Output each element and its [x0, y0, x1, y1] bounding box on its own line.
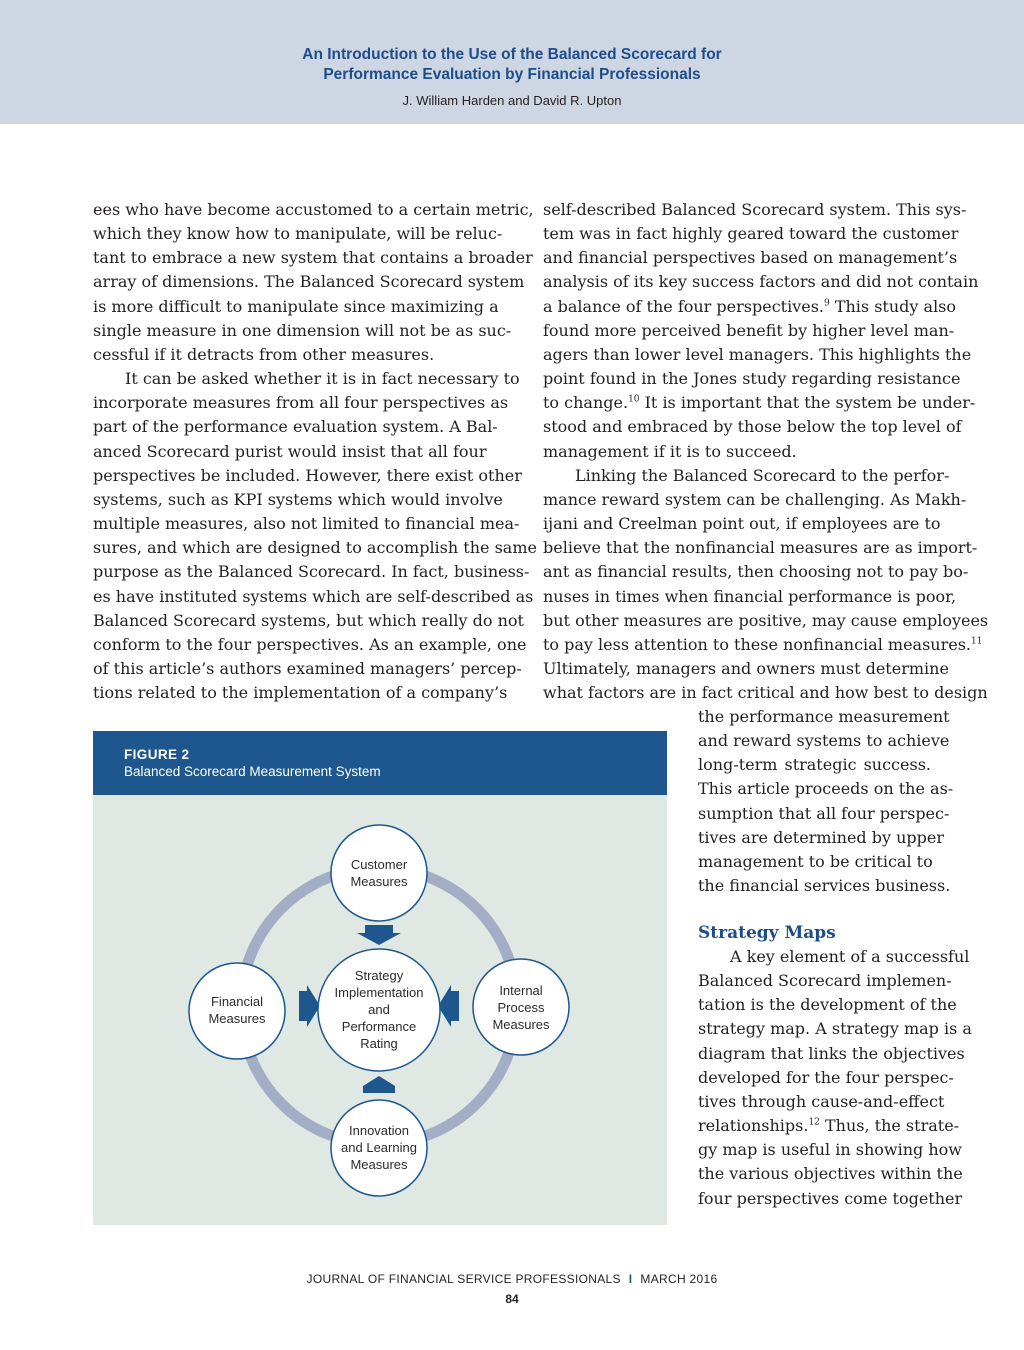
text-line: perspectives be included. However, there exist other — [93, 465, 522, 485]
text-line: tions related to the implementation of a company’s — [93, 683, 508, 703]
text-line: found more perceived benefit by higher level man- — [543, 320, 955, 340]
text-line: the various objectives within the — [698, 1164, 963, 1184]
node-innovation-learning — [331, 1100, 427, 1196]
node-financial — [189, 963, 285, 1059]
arrow-up-icon — [363, 1076, 395, 1093]
text-line: Balanced Scorecard systems, but which really do not — [93, 610, 524, 630]
text-line: part of the performance evaluation system. A Bal- — [93, 417, 498, 437]
text-line: but other measures are positive, may cause employees — [543, 610, 989, 630]
text-line: tem was in fact highly geared toward the customer — [543, 224, 959, 244]
text-line: ijani and Creelman point out, if employees are to — [543, 514, 941, 534]
text-line: gy map is useful in showing how — [698, 1140, 962, 1160]
header-title-line-2: Performance Evaluation by Financial Professionals — [323, 66, 701, 83]
section-heading: Strategy Maps — [698, 923, 836, 943]
figure-caption: Balanced Scorecard Measurement System — [124, 764, 381, 779]
node-label: Strategy — [354, 968, 404, 983]
text-line — [543, 391, 976, 415]
text-line — [543, 633, 983, 657]
text-line: is more difficult to manipulate since maximizing a — [93, 296, 499, 316]
node-label: and Learning — [341, 1140, 417, 1155]
node-label: Performance — [341, 1019, 417, 1034]
text-line: diagram that links the objectives — [698, 1043, 965, 1063]
node-label: Measures — [350, 1157, 408, 1172]
footnote-ref-11: 11 — [971, 636, 983, 647]
text-line: the performance measurement — [698, 707, 950, 726]
text-line: four perspectives come together — [698, 1188, 963, 1208]
text-line: strategy map. A strategy map is a — [698, 1019, 972, 1039]
text-line: agers than lower level managers. This highlights the — [543, 344, 972, 364]
text-line: It can be asked whether it is in fact necessary to — [125, 369, 520, 389]
node-label: Financial — [210, 994, 264, 1009]
node-internal-process — [473, 959, 569, 1055]
node-label: Process — [497, 1000, 545, 1015]
node-customer — [331, 825, 427, 921]
text-line: array of dimensions. The Balanced Scorecard system — [93, 272, 525, 292]
text-line: purpose as the Balanced Scorecard. In fact, business- — [93, 562, 530, 582]
text-line: sumption that all four perspec- — [698, 803, 950, 823]
text-line: ees who have become accustomed to a certain metric, — [93, 200, 534, 219]
text-line: es have instituted systems which are self-described as — [93, 586, 534, 606]
text-line — [543, 295, 957, 319]
header-authors: J. William Harden and David R. Upton — [402, 93, 622, 108]
text-line: developed for the four perspec- — [698, 1067, 954, 1087]
text-line: cessful if it detracts from other measures. — [93, 344, 435, 364]
text-line: conform to the four perspectives. As an example, one — [93, 634, 527, 654]
text-line: Linking the Balanced Scorecard to the perfor- — [575, 465, 950, 485]
text-line: A key element of a successful — [730, 947, 970, 966]
node-label: and — [368, 1002, 390, 1017]
scorecard-diagram — [93, 795, 667, 1225]
text-line: what factors are in fact critical and how best to design — [543, 683, 988, 703]
footnote-ref-9: 9 — [824, 298, 830, 309]
text-line: analysis of its key success factors and did not contain — [543, 272, 979, 292]
text-run: This study also — [829, 296, 957, 316]
figure-header — [93, 731, 667, 795]
node-label: Measures — [208, 1011, 266, 1026]
text-line: multiple measures, also not limited to financial mea- — [93, 514, 520, 534]
text-run: to pay less attention to these nonfinancial measures. — [543, 634, 971, 654]
text-line: which they know how to manipulate, will be reluc- — [93, 224, 503, 244]
arrow-left-icon — [438, 985, 459, 1027]
text-line: nuses in times when financial performance is poor, — [543, 586, 957, 606]
issue-date: MARCH 2016 — [640, 1272, 718, 1286]
right-column-narrow — [698, 705, 954, 898]
text-line — [698, 1114, 960, 1138]
node-label: Implementation — [334, 985, 424, 1000]
text-line: of this article’s authors examined managers’ percep- — [93, 658, 522, 678]
node-label: Measures — [350, 874, 408, 889]
text-line: tant to embrace a new system that contains a broader — [93, 248, 533, 268]
footer-separator: I — [628, 1272, 633, 1286]
text-line: systems, such as KPI systems which would involve — [93, 489, 503, 509]
text-line: Ultimately, managers and owners must determine — [543, 658, 949, 678]
text-line: incorporate measures from all four perspectives as — [93, 393, 509, 413]
text-line: believe that the nonfinancial measures are as import- — [543, 538, 978, 558]
node-label: Customer — [350, 857, 408, 872]
text-line: tives through cause-and-effect — [698, 1091, 945, 1111]
text-line: long-term strategic success. — [698, 755, 931, 775]
text-run: Thus, the strate- — [819, 1116, 960, 1136]
figure-body — [93, 795, 667, 1225]
footnote-ref-10: 10 — [628, 394, 640, 405]
section-heading-block — [698, 921, 931, 945]
page-footer — [0, 1272, 1024, 1286]
node-label: Innovation — [349, 1123, 409, 1138]
text-line: tation is the development of the — [698, 995, 957, 1015]
node-label: Rating — [360, 1036, 398, 1051]
text-line: and reward systems to achieve — [698, 731, 950, 751]
text-line: mance reward system can be challenging. As Makh- — [543, 489, 967, 509]
text-line: point found in the Jones study regarding resistance — [543, 369, 961, 389]
text-run: a balance of the four perspectives. — [543, 296, 824, 316]
running-header — [0, 0, 1024, 124]
text-line: and financial perspectives based on management’s — [543, 248, 958, 268]
text-line: This article proceeds on the as- — [698, 779, 954, 799]
text-line: management if it is to succeed. — [543, 441, 797, 461]
text-line: anced Scorecard purist would insist that all four — [93, 441, 487, 461]
text-run: It is important that the system be under- — [639, 393, 976, 413]
arrow-down-icon — [357, 925, 401, 945]
text-line: Balanced Scorecard implemen- — [698, 971, 952, 991]
left-column — [93, 198, 537, 705]
text-line: tives are determined by upper — [698, 827, 945, 847]
arrow-right-icon — [299, 985, 320, 1027]
journal-name: JOURNAL OF FINANCIAL SERVICE PROFESSIONALS — [306, 1272, 621, 1286]
text-line: the financial services business. — [698, 876, 951, 896]
text-run: relationships. — [698, 1116, 809, 1136]
node-label: Internal — [499, 983, 543, 998]
text-line: self-described Balanced Scorecard system. This sys- — [543, 200, 967, 219]
text-line: management to be critical to — [698, 851, 933, 871]
right-column-strategy-maps — [698, 945, 972, 1211]
node-strategy-center — [318, 949, 440, 1071]
text-line: stood and embraced by those below the top level of — [543, 417, 962, 437]
text-run: to change. — [543, 393, 629, 413]
text-line: single measure in one dimension will not be as suc- — [93, 320, 512, 340]
text-line: sures, and which are designed to accomplish the same — [93, 538, 537, 558]
figure-label: FIGURE 2 — [124, 747, 190, 762]
node-label: Measures — [492, 1017, 550, 1032]
right-column-top — [543, 198, 989, 705]
text-line: ant as financial results, then choosing not to pay bo- — [543, 562, 969, 582]
footnote-ref-12: 12 — [808, 1117, 820, 1128]
page-number: 84 — [505, 1292, 519, 1306]
header-title-line-1: An Introduction to the Use of the Balanced Scorecard for — [302, 46, 722, 63]
